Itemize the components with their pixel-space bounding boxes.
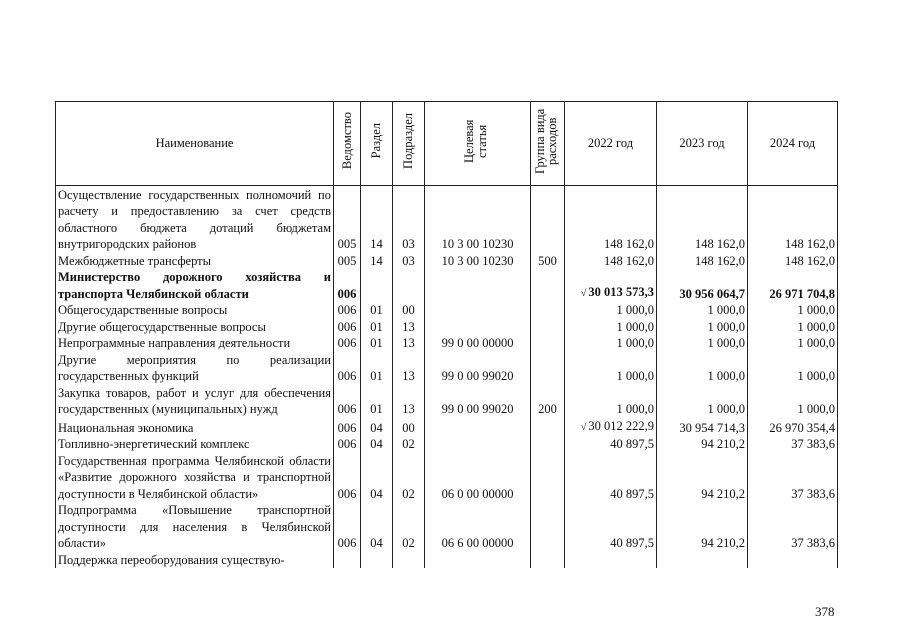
table-row bbox=[56, 385, 838, 418]
row-2023-cell-text: 1 000,0 bbox=[707, 319, 745, 334]
table-row bbox=[56, 352, 838, 385]
row-razdel-cell bbox=[361, 352, 393, 385]
row-name-cell bbox=[56, 269, 334, 302]
row-razdel-cell bbox=[361, 319, 393, 336]
row-podrazdel-cell-text: 02 bbox=[402, 536, 415, 550]
row-name-cell-text: Поддержка переоборудования существую- bbox=[58, 552, 285, 567]
col-header-name: Наименование bbox=[56, 102, 334, 186]
row-2023-cell bbox=[657, 302, 748, 319]
row-name-cell bbox=[56, 185, 334, 253]
row-podrazdel-cell-text: 00 bbox=[402, 420, 415, 435]
row-2023-cell-text: 30 954 714,3 bbox=[679, 420, 745, 435]
row-vedomstvo-cell-text: 006 bbox=[337, 486, 357, 501]
row-gruppa-cell bbox=[531, 453, 565, 503]
col-header-2024: 2024 год bbox=[748, 102, 838, 186]
row-podrazdel-cell bbox=[393, 552, 425, 569]
row-gruppa-cell bbox=[531, 253, 565, 270]
row-vedomstvo-cell bbox=[334, 352, 361, 385]
row-2023-cell-text: 30 956 064,7 bbox=[679, 286, 745, 301]
row-2022-cell-text: 30 013 573,3 bbox=[588, 284, 654, 299]
row-podrazdel-cell bbox=[393, 436, 425, 453]
row-razdel-cell-text: 01 bbox=[370, 319, 383, 334]
row-razdel-cell-text: 04 bbox=[370, 420, 383, 435]
row-name-cell-text: Топливно-энергетический комплекс bbox=[58, 437, 250, 451]
row-razdel-cell-text: 01 bbox=[370, 369, 383, 383]
row-2022-cell bbox=[565, 453, 657, 503]
row-vedomstvo-cell-text: 006 bbox=[337, 437, 357, 451]
col-header-gruppa: Группа вида расходов bbox=[531, 102, 565, 186]
row-2022-cell-text: 40 897,5 bbox=[610, 437, 654, 451]
row-2022-cell-text: 1 000,0 bbox=[616, 319, 654, 334]
row-2023-cell-text: 1 000,0 bbox=[707, 402, 745, 416]
row-name-cell bbox=[56, 418, 334, 437]
row-2023-cell-text: 148 162,0 bbox=[695, 253, 745, 268]
table-row bbox=[56, 269, 838, 302]
row-vedomstvo-cell-text: 006 bbox=[337, 319, 357, 334]
row-2024-cell-text: 148 162,0 bbox=[785, 237, 835, 251]
row-podrazdel-cell bbox=[393, 453, 425, 503]
row-2024-cell-text: 1 000,0 bbox=[797, 319, 835, 334]
col-header-tselevaya: Целевая статья bbox=[425, 102, 531, 186]
row-gruppa-cell bbox=[531, 418, 565, 437]
col-header-razdel: Раздел bbox=[361, 102, 393, 186]
row-name-cell-text: Непрограммные направления деятельности bbox=[58, 336, 291, 350]
table-row bbox=[56, 418, 838, 437]
row-2023-cell bbox=[657, 453, 748, 503]
row-name-cell-text: Другие общегосударственные вопросы bbox=[58, 319, 266, 334]
row-name-cell-text: Общегосударственные вопросы bbox=[58, 303, 228, 317]
row-2023-cell-text: 1 000,0 bbox=[707, 303, 745, 317]
row-name-cell-text: Другие мероприятия по реализации государственных функций bbox=[58, 352, 331, 383]
row-razdel-cell-text: 14 bbox=[370, 253, 383, 268]
row-2023-cell bbox=[657, 352, 748, 385]
row-razdel-cell bbox=[361, 269, 393, 302]
checkmark-icon: √ bbox=[580, 421, 587, 433]
row-vedomstvo-cell-text: 006 bbox=[337, 286, 357, 301]
row-2023-cell bbox=[657, 253, 748, 270]
row-gruppa-cell bbox=[531, 352, 565, 385]
row-vedomstvo-cell bbox=[334, 185, 361, 253]
row-name-cell-text: Министерство дорожного хозяйства и транспорта Челябинской области bbox=[58, 270, 331, 301]
row-2024-cell-text: 37 383,6 bbox=[791, 437, 835, 451]
row-podrazdel-cell-text: 02 bbox=[402, 486, 415, 501]
row-2024-cell-text: 1 000,0 bbox=[797, 402, 835, 416]
table-row bbox=[56, 436, 838, 453]
row-podrazdel-cell bbox=[393, 418, 425, 437]
col-header-2022: 2022 год bbox=[565, 102, 657, 186]
row-2024-cell-text: 1 000,0 bbox=[797, 303, 835, 317]
row-podrazdel-cell bbox=[393, 185, 425, 253]
row-vedomstvo-cell-text: 006 bbox=[337, 369, 357, 383]
row-name-cell bbox=[56, 385, 334, 418]
row-2023-cell-text: 148 162,0 bbox=[695, 237, 745, 251]
row-razdel-cell bbox=[361, 185, 393, 253]
row-tselevaya-cell-text: 06 6 00 00000 bbox=[441, 536, 514, 550]
row-2022-cell-text: 1 000,0 bbox=[616, 402, 654, 416]
row-2024-cell bbox=[748, 352, 838, 385]
row-2024-cell bbox=[748, 302, 838, 319]
row-razdel-cell-text: 14 bbox=[370, 237, 383, 251]
row-name-cell-text: Закупка товаров, работ и услуг для обеспечения государственных (муниципальных) нужд bbox=[58, 385, 331, 416]
row-2022-cell-text: 1 000,0 bbox=[616, 336, 654, 350]
table-row bbox=[56, 319, 838, 336]
row-2022-cell-text: 1 000,0 bbox=[616, 303, 654, 317]
row-podrazdel-cell-text: 03 bbox=[402, 237, 415, 251]
row-name-cell bbox=[56, 552, 334, 569]
row-name-cell bbox=[56, 453, 334, 503]
table-row bbox=[56, 302, 838, 319]
table-row bbox=[56, 552, 838, 569]
row-podrazdel-cell bbox=[393, 253, 425, 270]
row-razdel-cell bbox=[361, 552, 393, 569]
row-2022-cell-text: 148 162,0 bbox=[604, 237, 654, 251]
row-razdel-cell-text: 01 bbox=[370, 402, 383, 416]
row-2023-cell bbox=[657, 436, 748, 453]
row-name-cell bbox=[56, 352, 334, 385]
row-2023-cell bbox=[657, 385, 748, 418]
row-vedomstvo-cell-text: 006 bbox=[337, 536, 357, 550]
row-podrazdel-cell-text: 02 bbox=[402, 437, 415, 451]
row-razdel-cell bbox=[361, 502, 393, 552]
row-podrazdel-cell-text: 13 bbox=[402, 319, 415, 334]
row-vedomstvo-cell-text: 006 bbox=[337, 402, 357, 416]
row-name-cell bbox=[56, 436, 334, 453]
row-tselevaya-cell bbox=[425, 453, 531, 503]
row-podrazdel-cell-text: 13 bbox=[402, 402, 415, 416]
row-podrazdel-cell-text: 13 bbox=[402, 336, 415, 350]
row-name-cell-text: Межбюджетные трансферты bbox=[58, 253, 212, 268]
row-2022-cell-text: 30 012 222,9 bbox=[588, 418, 654, 433]
row-2024-cell-text: 148 162,0 bbox=[785, 253, 835, 268]
row-tselevaya-cell-text: 06 0 00 00000 bbox=[441, 486, 514, 501]
row-tselevaya-cell-text: 10 3 00 10230 bbox=[441, 253, 514, 268]
row-2024-cell bbox=[748, 185, 838, 253]
row-2024-cell bbox=[748, 253, 838, 270]
row-2024-cell bbox=[748, 552, 838, 569]
row-2024-cell-text: 1 000,0 bbox=[797, 369, 835, 383]
row-2022-cell-text: 148 162,0 bbox=[604, 253, 654, 268]
col-header-podrazdel: Подраздел bbox=[393, 102, 425, 186]
row-2024-cell bbox=[748, 502, 838, 552]
row-2022-cell-text: 1 000,0 bbox=[616, 369, 654, 383]
table-body bbox=[56, 185, 838, 568]
row-2023-cell bbox=[657, 552, 748, 569]
row-2022-cell bbox=[565, 385, 657, 418]
row-vedomstvo-cell bbox=[334, 335, 361, 352]
row-2024-cell bbox=[748, 453, 838, 503]
row-podrazdel-cell bbox=[393, 319, 425, 336]
row-tselevaya-cell-text: 10 3 00 10230 bbox=[441, 237, 514, 251]
row-2023-cell-text: 94 210,2 bbox=[701, 437, 745, 451]
row-name-cell bbox=[56, 253, 334, 270]
row-tselevaya-cell-text: 99 0 00 00000 bbox=[441, 336, 514, 350]
row-vedomstvo-cell-text: 005 bbox=[337, 253, 357, 268]
table-row bbox=[56, 453, 838, 503]
row-gruppa-cell bbox=[531, 269, 565, 302]
table-row bbox=[56, 502, 838, 552]
row-vedomstvo-cell bbox=[334, 302, 361, 319]
row-podrazdel-cell bbox=[393, 269, 425, 302]
row-gruppa-cell bbox=[531, 302, 565, 319]
row-razdel-cell bbox=[361, 302, 393, 319]
row-razdel-cell-text: 01 bbox=[370, 303, 383, 317]
row-name-cell bbox=[56, 302, 334, 319]
row-podrazdel-cell bbox=[393, 352, 425, 385]
row-razdel-cell bbox=[361, 335, 393, 352]
row-name-cell-text: Государственная программа Челябинской области «Развитие дорожного хозяйства и транспортной доступности в Челябинской области» bbox=[58, 453, 331, 501]
row-tselevaya-cell bbox=[425, 418, 531, 437]
row-2022-cell bbox=[565, 269, 657, 302]
row-2022-cell bbox=[565, 302, 657, 319]
table-row bbox=[56, 335, 838, 352]
row-2024-cell bbox=[748, 319, 838, 336]
row-name-cell bbox=[56, 335, 334, 352]
row-vedomstvo-cell-text: 006 bbox=[337, 420, 357, 435]
budget-table bbox=[55, 101, 838, 568]
row-razdel-cell-text: 04 bbox=[370, 536, 383, 550]
row-tselevaya-cell bbox=[425, 385, 531, 418]
row-2022-cell bbox=[565, 253, 657, 270]
row-2023-cell-text: 94 210,2 bbox=[701, 486, 745, 501]
row-vedomstvo-cell bbox=[334, 552, 361, 569]
row-2022-cell bbox=[565, 352, 657, 385]
row-tselevaya-cell bbox=[425, 552, 531, 569]
row-vedomstvo-cell-text: 005 bbox=[337, 237, 357, 251]
row-vedomstvo-cell bbox=[334, 418, 361, 437]
row-tselevaya-cell bbox=[425, 352, 531, 385]
row-2022-cell bbox=[565, 319, 657, 336]
row-2023-cell bbox=[657, 335, 748, 352]
row-2023-cell-text: 1 000,0 bbox=[707, 336, 745, 350]
row-2024-cell-text: 1 000,0 bbox=[797, 336, 835, 350]
row-2023-cell bbox=[657, 185, 748, 253]
row-2024-cell-text: 37 383,6 bbox=[791, 486, 835, 501]
row-podrazdel-cell bbox=[393, 335, 425, 352]
row-razdel-cell-text: 04 bbox=[370, 486, 383, 501]
row-2023-cell-text: 1 000,0 bbox=[707, 369, 745, 383]
row-podrazdel-cell-text: 13 bbox=[402, 369, 415, 383]
row-vedomstvo-cell-text: 006 bbox=[337, 303, 357, 317]
row-razdel-cell bbox=[361, 253, 393, 270]
col-header-2023: 2023 год bbox=[657, 102, 748, 186]
row-2022-cell bbox=[565, 335, 657, 352]
row-vedomstvo-cell-text: 006 bbox=[337, 336, 357, 350]
row-podrazdel-cell-text: 00 bbox=[402, 303, 415, 317]
row-vedomstvo-cell bbox=[334, 319, 361, 336]
row-podrazdel-cell bbox=[393, 302, 425, 319]
row-tselevaya-cell bbox=[425, 253, 531, 270]
row-2024-cell bbox=[748, 269, 838, 302]
table-row bbox=[56, 185, 838, 253]
row-tselevaya-cell bbox=[425, 269, 531, 302]
row-gruppa-cell bbox=[531, 319, 565, 336]
row-vedomstvo-cell bbox=[334, 502, 361, 552]
row-2024-cell bbox=[748, 436, 838, 453]
row-gruppa-cell bbox=[531, 552, 565, 569]
row-razdel-cell bbox=[361, 436, 393, 453]
row-gruppa-cell bbox=[531, 385, 565, 418]
row-razdel-cell bbox=[361, 453, 393, 503]
row-2024-cell-text: 26 970 354,4 bbox=[769, 420, 835, 435]
row-2024-cell bbox=[748, 418, 838, 437]
row-razdel-cell bbox=[361, 418, 393, 437]
row-2022-cell-text: 40 897,5 bbox=[610, 536, 654, 550]
row-2022-cell bbox=[565, 502, 657, 552]
row-name-cell bbox=[56, 502, 334, 552]
row-2024-cell-text: 37 383,6 bbox=[791, 536, 835, 550]
row-gruppa-cell-text: 200 bbox=[538, 402, 557, 416]
row-name-cell-text: Национальная экономика bbox=[58, 420, 194, 435]
row-gruppa-cell bbox=[531, 502, 565, 552]
row-tselevaya-cell bbox=[425, 335, 531, 352]
row-tselevaya-cell bbox=[425, 319, 531, 336]
row-razdel-cell-text: 04 bbox=[370, 437, 383, 451]
row-gruppa-cell bbox=[531, 335, 565, 352]
row-vedomstvo-cell bbox=[334, 436, 361, 453]
row-tselevaya-cell-text: 99 0 00 99020 bbox=[441, 402, 514, 416]
row-2022-cell bbox=[565, 185, 657, 253]
row-2024-cell bbox=[748, 335, 838, 352]
header-row bbox=[56, 102, 838, 186]
row-2022-cell bbox=[565, 418, 657, 437]
table-row bbox=[56, 253, 838, 270]
row-podrazdel-cell-text: 03 bbox=[402, 253, 415, 268]
row-2022-cell bbox=[565, 552, 657, 569]
row-podrazdel-cell bbox=[393, 385, 425, 418]
row-vedomstvo-cell bbox=[334, 253, 361, 270]
row-gruppa-cell bbox=[531, 185, 565, 253]
row-2023-cell-text: 94 210,2 bbox=[701, 536, 745, 550]
row-vedomstvo-cell bbox=[334, 385, 361, 418]
row-2022-cell bbox=[565, 436, 657, 453]
row-2022-cell-text: 40 897,5 bbox=[610, 486, 654, 501]
row-gruppa-cell-text: 500 bbox=[538, 253, 557, 268]
row-tselevaya-cell-text: 99 0 00 99020 bbox=[441, 369, 514, 383]
checkmark-icon: √ bbox=[580, 287, 587, 299]
row-2023-cell bbox=[657, 502, 748, 552]
row-name-cell bbox=[56, 319, 334, 336]
row-2024-cell bbox=[748, 385, 838, 418]
col-header-vedomstvo: Ведомство bbox=[334, 102, 361, 186]
row-razdel-cell-text: 01 bbox=[370, 336, 383, 350]
row-podrazdel-cell bbox=[393, 502, 425, 552]
row-2024-cell-text: 26 971 704,8 bbox=[769, 286, 835, 301]
row-tselevaya-cell bbox=[425, 185, 531, 253]
page-number: 378 bbox=[815, 604, 835, 619]
row-name-cell-text: Осуществление государственных полномочий по расчету и предоставлению за счет средств областного бюджета дотаций бюджетам внутригородских районов bbox=[58, 187, 331, 251]
row-tselevaya-cell bbox=[425, 436, 531, 453]
row-name-cell-text: Подпрограмма «Повышение транспортной доступности для населения в Челябинской области» bbox=[58, 503, 331, 550]
row-2023-cell bbox=[657, 269, 748, 302]
row-gruppa-cell bbox=[531, 436, 565, 453]
row-tselevaya-cell bbox=[425, 302, 531, 319]
row-vedomstvo-cell bbox=[334, 453, 361, 503]
row-2023-cell bbox=[657, 319, 748, 336]
row-vedomstvo-cell bbox=[334, 269, 361, 302]
row-razdel-cell bbox=[361, 385, 393, 418]
row-tselevaya-cell bbox=[425, 502, 531, 552]
row-2023-cell bbox=[657, 418, 748, 437]
